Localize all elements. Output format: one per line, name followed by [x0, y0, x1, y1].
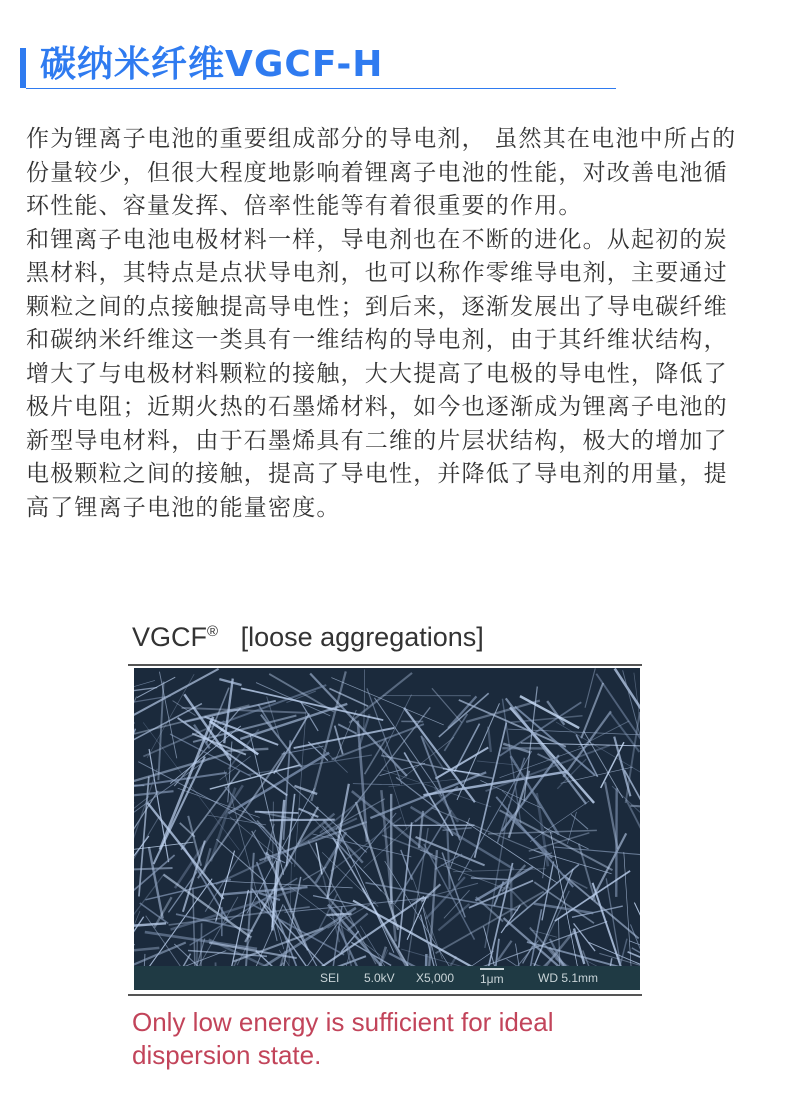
fiber — [211, 788, 236, 862]
fiber — [140, 903, 168, 923]
fiber — [439, 693, 489, 737]
text-line: 颗粒之间的点接触提高导电性；到后来，逐渐发展出了导电碳纤维 — [26, 293, 728, 320]
fiber — [460, 940, 538, 966]
fiber — [134, 680, 155, 725]
fiber — [382, 695, 412, 756]
fiber — [554, 847, 640, 856]
fiber — [331, 678, 443, 725]
fiber — [447, 830, 449, 889]
text-line: 作为锂离子电池的重要组成部分的导电剂， 虽然其在电池中所占的 — [26, 126, 737, 152]
text-line: 黑材料，其特点是点状导电剂，也可以称作零维导电剂，主要通过 — [26, 260, 728, 286]
fiber — [561, 767, 633, 783]
sem-image — [134, 668, 640, 990]
body-text — [26, 123, 766, 525]
fiber — [301, 702, 319, 731]
fiber — [601, 742, 624, 788]
text-line: 极片电阻；近期火热的石墨烯材料，如今也逐渐成为锂离子电池的 — [26, 394, 728, 420]
fiber — [313, 834, 412, 857]
fiber — [367, 688, 402, 784]
fiber — [134, 923, 166, 931]
fiber — [585, 668, 595, 707]
fiber — [308, 841, 376, 964]
fiber — [436, 892, 544, 954]
registered-mark: ® — [207, 623, 219, 640]
fiber — [219, 679, 241, 685]
title-accent-bar — [20, 48, 26, 88]
fiber — [630, 924, 640, 966]
fiber — [158, 682, 163, 781]
fiber — [205, 830, 256, 912]
fiber — [353, 784, 400, 785]
sem-figure — [128, 620, 648, 1080]
text-line: 份量较少，但很大程度地影响着锂离子电池的性能，对改善电池循 — [26, 159, 728, 186]
figure-subtitle: [loose aggregations] — [240, 622, 484, 652]
figure-caption — [132, 1006, 554, 1072]
fiber — [134, 911, 140, 966]
figure-brand: VGCF — [132, 622, 208, 652]
fiber — [216, 839, 266, 883]
fiber — [432, 688, 462, 722]
text-line: 和锂离子电池电极材料一样，导电剂也在不断的进化。从起初的炭 — [26, 226, 728, 253]
text-line: 电极颗粒之间的接触，提高了导电性，并降低了导电剂的用量，提 — [26, 461, 728, 487]
figure-bottom-rule — [128, 994, 642, 996]
figure-top-rule — [128, 664, 642, 666]
text-line: 环性能、容量发挥、倍率性能等有着很重要的作用。 — [26, 193, 583, 219]
fiber — [508, 729, 640, 735]
text-line: 增大了与电极材料颗粒的接触，大大提高了电极的导电性，降低了 — [26, 360, 728, 387]
caption-line: dispersion state. — [132, 1040, 322, 1070]
fiber — [200, 923, 202, 966]
sem-info-bar — [134, 966, 640, 990]
fiber — [364, 669, 365, 731]
fiber-texture — [134, 668, 640, 966]
fiber — [327, 784, 349, 899]
fiber — [574, 929, 584, 964]
fiber — [581, 683, 603, 738]
page-title: 碳纳米纤维VGCF-H — [40, 44, 384, 85]
figure-heading — [132, 622, 484, 653]
fiber — [286, 794, 294, 866]
sem-scale: 1μm — [480, 968, 504, 986]
fiber — [592, 833, 626, 899]
fiber — [550, 939, 602, 966]
sem-voltage: 5.0kV — [364, 971, 395, 985]
fiber — [134, 697, 137, 840]
text-line: 高了锂离子电池的能量密度。 — [26, 494, 341, 521]
fiber — [329, 688, 368, 706]
fiber — [328, 813, 396, 897]
sem-mode: SEI — [320, 971, 340, 985]
fiber — [534, 904, 594, 914]
fiber — [453, 869, 546, 872]
fiber — [335, 710, 356, 760]
fiber — [332, 724, 424, 759]
fiber — [423, 772, 566, 795]
fiber — [134, 948, 159, 951]
sem-magnification: X5,000 — [416, 971, 455, 985]
text-line: 和碳纳米纤维这一类具有一维结构的导电剂，由于其纤维状结构， — [26, 327, 728, 353]
fiber — [267, 852, 308, 950]
text-line: 新型导电材料，由于石墨烯具有二维的片层状结构，极大的增加了 — [26, 427, 728, 454]
fiber — [579, 844, 596, 901]
fiber — [311, 671, 345, 800]
caption-line: Only low energy is sufficient for ideal — [132, 1007, 554, 1037]
fiber — [615, 669, 640, 723]
title-divider — [26, 88, 616, 89]
sem-wd: WD 5.1mm — [538, 971, 598, 985]
fiber — [224, 771, 261, 911]
